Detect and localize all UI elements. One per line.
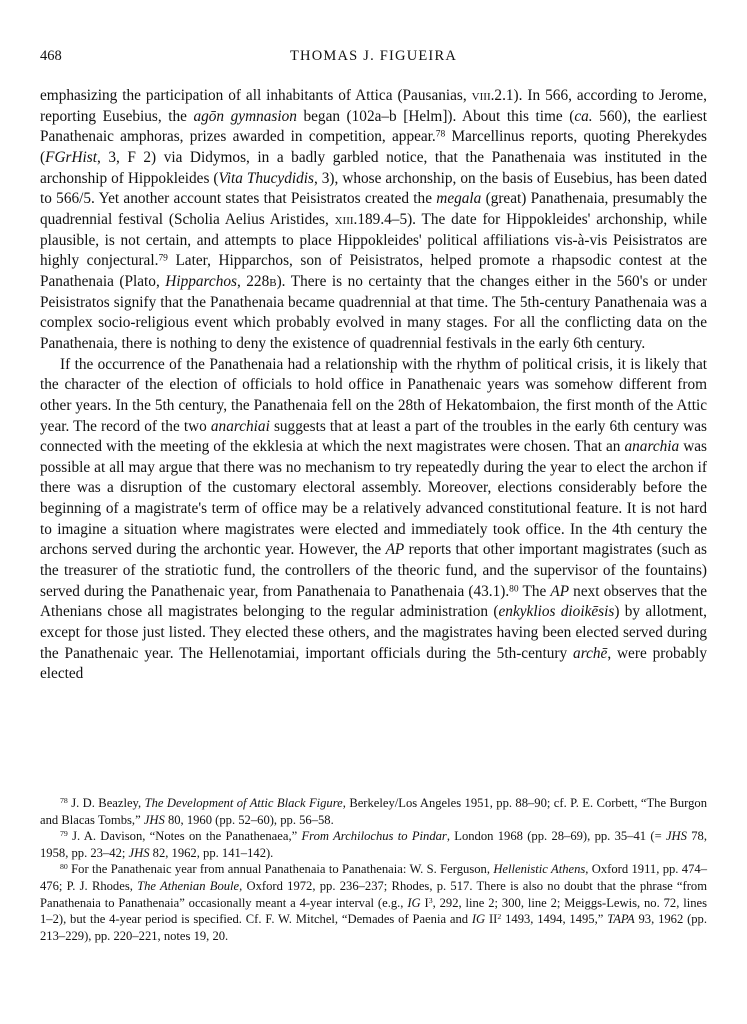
italic-text: ca.	[574, 107, 593, 125]
italic-text: enkyklios dioikēsis	[498, 603, 615, 621]
page-number: 468	[40, 48, 62, 64]
text-run: Later, Hipparchos, son of Peisistratos, helped promote a rhapsodic contest at the Panathenaia (Plato,	[40, 252, 707, 290]
text-run: J. D. Beazley,	[67, 796, 145, 810]
footnote	[40, 795, 707, 828]
text-run: , 3), whose archonship, on the basis of Eusebius, has been dated to 566/5. Yet another account states that Peisistratos created the	[40, 169, 707, 208]
text-run: J. A. Davison, “Notes on the Panathenaea,”	[67, 829, 302, 844]
text-run: , 228	[236, 272, 270, 290]
text-run: II	[485, 912, 498, 927]
italic-text: The Development of Attic Black Figure	[144, 796, 343, 810]
text-run: reports that other important magistrates (such as the treasurer of the stratiotic fund, the controllers of the theoric fund, and the supervisor of the fountains) served during the Panathenaic year, from Panathenaia to Panathenaia (43.1).	[40, 541, 707, 600]
italic-text: JHS	[143, 812, 165, 827]
small-caps-text: viii	[471, 87, 491, 104]
body-paragraph	[40, 355, 707, 686]
body-text	[40, 86, 707, 685]
page-header	[40, 48, 707, 70]
italic-text: agōn gymnasion	[193, 107, 297, 125]
note-ref: 2	[497, 912, 502, 922]
italic-text: Hipparchos	[165, 272, 237, 290]
text-run: 82, 1962, pp. 141–142).	[149, 845, 274, 860]
italic-text: The Athenian Boule	[137, 878, 240, 893]
italic-text: JHS	[128, 845, 150, 860]
text-run: began (102a–b [Helm]). About this time (	[296, 107, 575, 125]
text-run: The	[518, 582, 551, 600]
footnote	[40, 828, 707, 861]
italic-text: megala	[436, 190, 482, 208]
text-run: (great) Panathenaia, presumably the quadrennial festival (Scholia Aelius Aristides,	[40, 190, 707, 228]
note-ref: 80	[509, 584, 519, 595]
body-paragraph	[40, 86, 707, 355]
text-run: Marcellinus reports, quoting Pherekydes (	[40, 128, 707, 166]
small-caps-text: b	[269, 272, 277, 290]
footnotes	[40, 795, 707, 944]
text-run: , were probably elected	[40, 644, 707, 683]
text-run: , Oxford 1911, pp. 474–476; P. J. Rhodes,	[40, 862, 707, 893]
text-run: was possible at all may argue that there was no mechanism to try repeatedly during the year to elect the archon if there was a disruption of the customary electoral assembly. Moreover, elections considerably before the beginning of a magistrate's term of office may be a relatively advanced constitutional feature. It is not hard to imagine a situation where magistrates were elected and immediately took office. In the 4th century the archons served during the archontic year. However, the	[40, 438, 707, 559]
note-ref: 3	[428, 895, 433, 905]
small-caps-text: xiii	[334, 210, 354, 228]
text-run: I	[420, 895, 429, 910]
footnote	[40, 861, 707, 944]
running-head: THOMAS J. FIGUEIRA	[289, 48, 457, 64]
text-run: ) by allotment, except for those just listed. They elected these others, and the magistrates having been elected served during the Panathenaic year. The Hellenotamiai, important officials during the 5th-century	[40, 603, 708, 662]
text-run: , Oxford 1972, pp. 236–237; Rhodes, p. 517. There is also no doubt that the phrase “from Panathenaia to Panathenaia” occasionally meant a 4-year interval (e.g.,	[40, 878, 708, 910]
text-run: , London 1968 (pp. 28–69), pp. 35–41 (=	[446, 829, 666, 844]
text-run: ). There is no certainty that the changes either in the 560's or under Peisistratos signify that the Panathenaia became quadrennial at that time. The 5th-century Panathenaia was a complex socio-religious event which probably evolved in many stages. For all the conflicting data on the Panathenaia, there is nothing to deny the existence of quadrennial festivals in the early 6th century.	[40, 272, 707, 352]
text-run: 93, 1962 (pp. 213–229), pp. 220–221, notes 19, 20.	[40, 912, 708, 943]
italic-text: IG	[407, 895, 421, 910]
note-ref: 78	[435, 129, 446, 140]
italic-text: anarchia	[624, 438, 680, 456]
note-ref: 78	[60, 796, 68, 806]
text-run: 78, 1958, pp. 23–42;	[40, 829, 707, 860]
text-run: If the occurrence of the Panathenaia had a relationship with the rhythm of political crisis, it is likely that the character of the election of officials to hold office in Panathenaic years was somehow different from other years. In the 5th century, the Panathenaia fell on the 28th of Hekatombaion, the first month of the Attic year. The record of the two	[40, 355, 707, 435]
text-run: , 292, line 2; 300, line 2; Meiggs-Lewis, no. 72, lines 1–2), but the 4-year period is specified. Cf. F. W. Mitchel, “Demades of Paenia and	[40, 895, 708, 927]
italic-text: IG	[471, 912, 486, 927]
note-ref: 79	[60, 829, 68, 839]
text-run: , Berkeley/Los Angeles 1951, pp. 88–90; cf. P. E. Corbett, “The Burgon and Blacas Tombs,”	[40, 796, 707, 827]
italic-text: AP	[385, 541, 405, 559]
text-run: .189.4–5). The date for Hippokleides' archonship, while plausible, is not certain, and attempts to place Hippokleides' political affiliations vis-à-vis Peisistratos are highly conjectural.	[40, 210, 707, 270]
text-run: emphasizing the participation of all inhabitants of Attica (Pausanias,	[40, 87, 472, 104]
italic-text: Hellenistic Athens	[493, 862, 586, 877]
text-run: For the Panathenaic year from annual Panathenaia to Panathenaia: W. S. Ferguson,	[67, 862, 494, 877]
italic-text: Vita Thucydidis	[218, 169, 314, 187]
note-ref: 79	[158, 253, 168, 264]
text-run: , 3, F 2) via Didymos, in a badly garbled notice, that the Panathenaia was instituted in the archonship of Hippokleides (	[40, 148, 707, 187]
note-ref: 80	[60, 862, 68, 872]
text-run: 80, 1960 (pp. 52–60), pp. 56–58.	[164, 812, 334, 827]
text-run: 560), the earliest Panathenaic amphoras, prizes awarded in competition, appear.	[40, 107, 707, 146]
italic-text: anarchiai	[210, 417, 270, 435]
italic-text: From Archilochus to Pindar	[301, 829, 447, 844]
text-run: 1493, 1494, 1495,”	[501, 912, 608, 927]
text-run: next observes that the Athenians chose all magistrates belonging to the regular administration (	[40, 582, 707, 621]
text-run: suggests that at least a part of the troubles in the early 6th century was connected with the meeting of the ekklesia at which the next magistrates were chosen. That an	[40, 417, 707, 456]
italic-text: FGrHist	[45, 148, 97, 166]
italic-text: AP	[550, 582, 570, 600]
text-run: .2.1). In 566, according to Jerome, reporting Eusebius, the	[40, 87, 708, 125]
italic-text: JHS	[665, 829, 687, 844]
italic-text: archē	[573, 644, 608, 662]
italic-text: TAPA	[607, 912, 635, 927]
